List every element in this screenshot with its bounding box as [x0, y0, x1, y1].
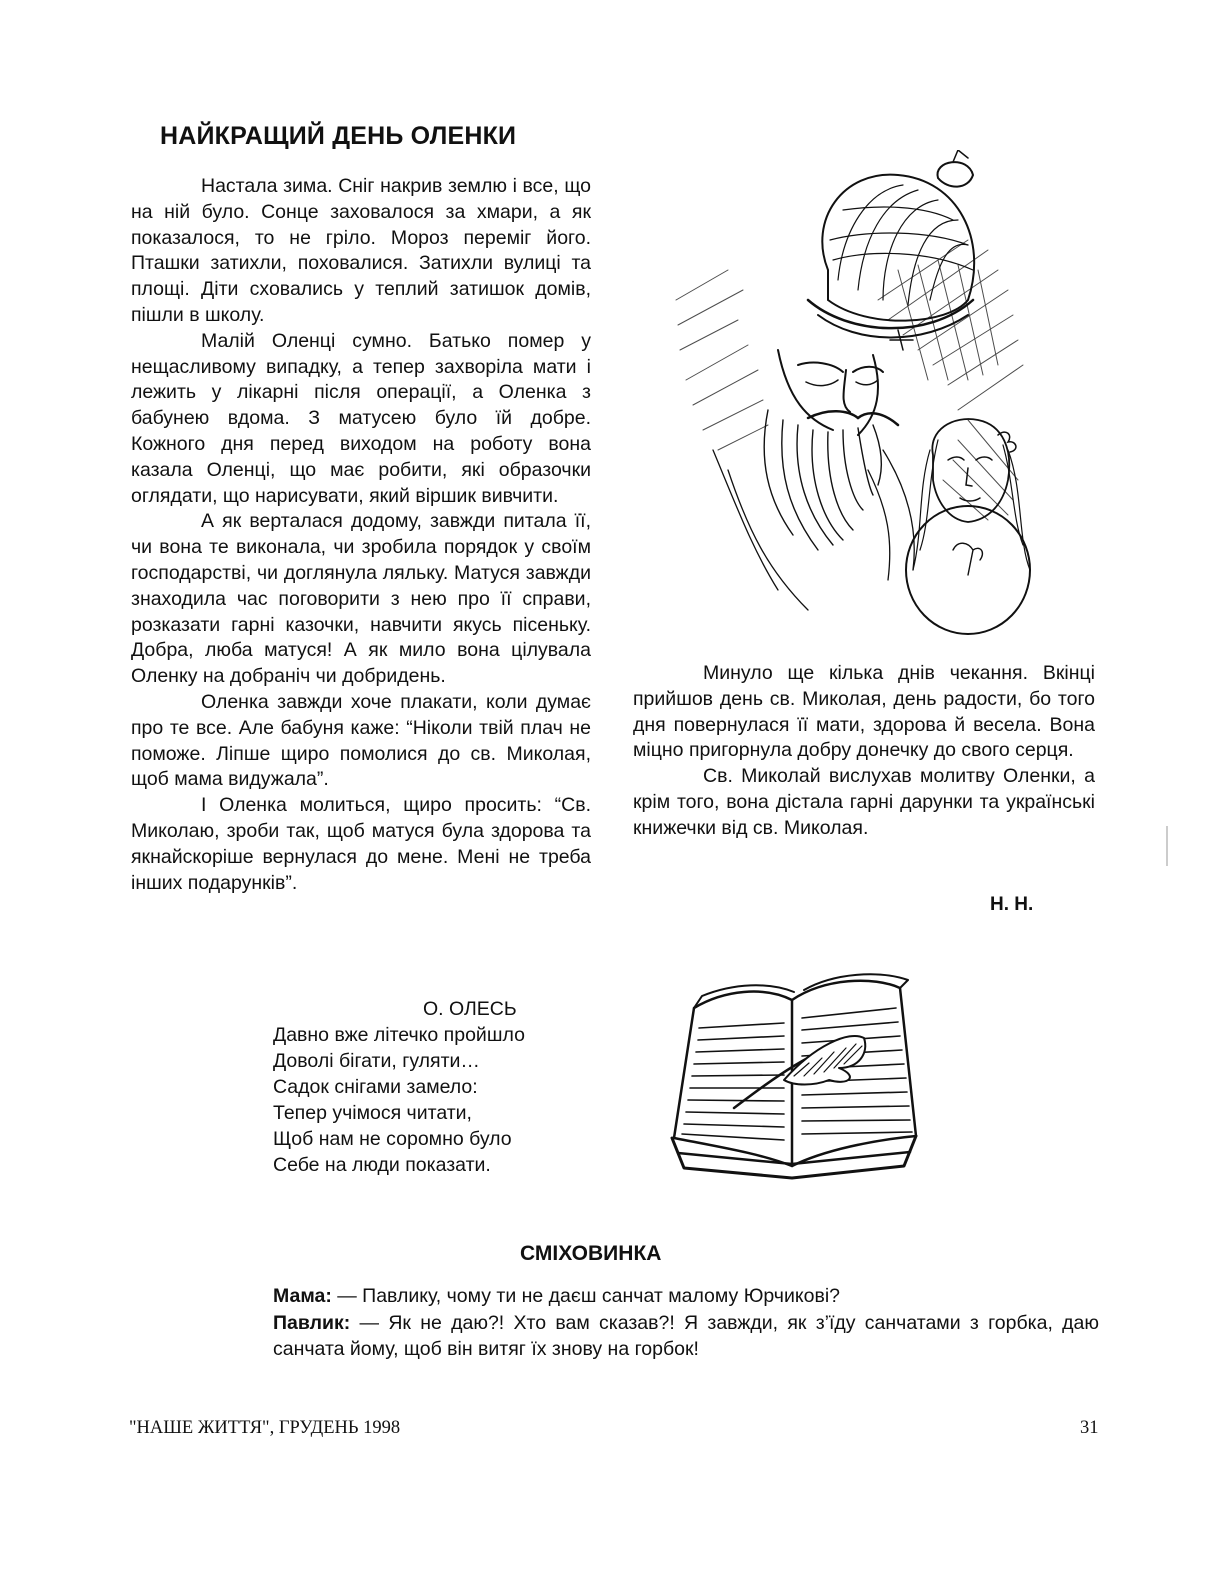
joke-speaker: Павлик: — [273, 1311, 351, 1334]
poem-line: Себе на люди показати. — [273, 1154, 491, 1176]
story-paragraph: Минуло ще кілька днів чекання. Вкінці прийшов день св. Миколая, день радости, бо того дня повернулася її мати, здорова й весела. Вона міцно пригорнула добру донечку до свого серця. — [633, 662, 1095, 762]
joke-line — [273, 1310, 1099, 1363]
st-nicholas-illustration — [668, 150, 1040, 638]
footer-publication: "НАШЕ ЖИТТЯ", ГРУДЕНЬ 1998 — [129, 1418, 401, 1438]
story-paragraph: А як верталася додому, завжди питала її, чи вона те виконала, чи зробила порядок у своїм господарстві, чи доглянула ляльку. Матуся завжди знаходила час поговорити з нею про її справи, розказати гарні казочки, навчити якусь пісеньку. Добра, люба матуся! А як мило вона цілувала Оленку на добраніч чи добридень. — [131, 510, 591, 688]
story-signature: Н. Н. — [990, 894, 1034, 915]
story-left-column — [131, 174, 591, 896]
joke-title: СМІХОВИНКА — [520, 1242, 662, 1265]
page-number: 31 — [1080, 1418, 1099, 1438]
story-paragraph: Оленка завжди хоче плакати, коли думає про те все. Але бабуня каже: “Ніколи твій плач не поможе. Ліпше щиро помолися до св. Миколая, щоб мама видужала”. — [131, 690, 591, 791]
joke-line — [273, 1283, 1099, 1310]
scan-mark — [1166, 826, 1168, 866]
story-title: НАЙКРАЩИЙ ДЕНЬ ОЛЕНКИ — [160, 122, 517, 150]
poem — [273, 996, 603, 1178]
poem-line: Садок снігами замело: — [273, 1076, 478, 1098]
joke-text: — Як не даю?! Хто вам сказав?! Я завжди, як з’їду санчатами з горбка, даю санчата йому, щоб він витяг їх знову на горбок! — [273, 1311, 1100, 1360]
story-paragraph: Св. Миколай вислухав молитву Оленки, а крім того, вона дістала гарні дарунки та українські книжечки від св. Миколая. — [633, 765, 1095, 839]
joke-speaker: Мама: — [273, 1285, 332, 1307]
story-paragraph: І Оленка молиться, щиро просить: “Св. Миколаю, зроби так, щоб матуся була здорова та якнайскоріше вернулася до мене. Мені не треба інших подарунків”. — [131, 794, 591, 894]
joke-text: — Павлику, чому ти не даєш санчат малому Юрчикові? — [337, 1285, 840, 1307]
poem-line: Тепер учімося читати, — [273, 1102, 472, 1124]
open-book-illustration — [664, 968, 922, 1190]
poem-author: О. ОЛЕСЬ — [423, 998, 517, 1020]
joke — [273, 1283, 1099, 1363]
story-right-column — [633, 661, 1095, 842]
story-paragraph: Настала зима. Сніг накрив землю і все, що на ній було. Сонце заховалося за хмари, а як показалося, то не гріло. Мороз переміг його. Пташки затихли, поховалися. Затихли вулиці та площі. Діти сховались у теплий затишок домів, пішли в школу. — [131, 175, 591, 326]
poem-line: Щоб нам не соромно було — [273, 1128, 512, 1150]
poem-line: Доволі бігати, гуляти… — [273, 1050, 480, 1072]
story-paragraph: Малій Оленці сумно. Батько помер у нещасливому випадку, а тепер захворіла мати і лежить у лікарні після операції, а Оленка з бабунею вдома. З матусею було їй добре. Кожного дня перед виходом на роботу вона казала Оленці, що має робити, які образочки оглядати, що нарисувати, який віршик вивчити. — [131, 329, 591, 507]
poem-line: Давно вже літечко пройшло — [273, 1024, 525, 1046]
